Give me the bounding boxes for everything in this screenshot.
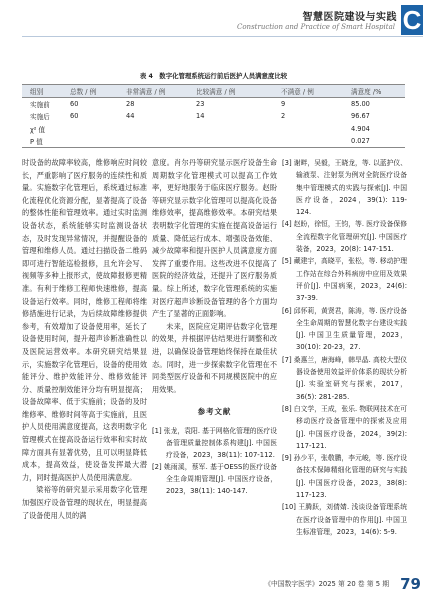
- reference-item: [1] 张龙，袁阳. 基于网格化管理的医疗设备管理质量控制体系构建[J]. 中国医疗设备，2023，38(11): 107-112.: [152, 426, 277, 460]
- table-cell: 4.904: [351, 124, 370, 133]
- table-cell: [70, 123, 126, 135]
- table-cell: 9: [281, 100, 286, 109]
- reference-item: [3] 谢畔，吴毅，王晓龙，等. 以蓝护仪、输液泵、注射泵为例对全院医疗设备集中管理模式的实践与探索[J]. 中国医疗设备，2024，39(1): 119-124.: [282, 159, 407, 217]
- reference-item: [5] 藏建宇，高晓平，张松，等. 移动护理工作站在综合外科病房中应用及效果评价[J]. 中国病案，2023，24(6): 37-39.: [282, 257, 407, 303]
- column-header: 不满意 / 例: [281, 85, 351, 98]
- table-cell: [70, 135, 126, 148]
- reference-item: [4] 赵盼，徐恒，王钧，等. 医疗设备保修全流程数字化管理研究[J]. 中国医疗装备，2023，20(8): 147-151.: [282, 220, 407, 254]
- table-cell: 44: [126, 112, 135, 121]
- table-cell: [281, 135, 351, 148]
- body-paragraph: 时设备的故障率较高，维修响应时间较长，严重影响了医疗服务的连续性和质量。实施数字化管理后，系统通过标准化流程优化资源分配，显著提高了设备的整体性能和管理效率。通过实时监测设备状态，系统能够实时监测设备状态，及时发现异常情况，并提醒设备的管理和维修人员。通过扫描设备二维码即可进行智能巡检报修，且允许会写、视频等多种上报形式，使故障报修更精准。有利于维修工程师快速维修，提高设备运行效率。同时，维修工程师将维修措施进行记录，为后续故障维修提供参考，有效增加了设备使用率，延长了设备使用时间，提升超声诊断准确性以及医院运营效率。本研究研究结果显示，实施数字化管理后，设备的使用效能评分、维护效能评分、维修效能评分、质量控制效能评分均有明显提高；设备故障率、低于实施前；设备的及时维修率、维修时间等高于实施前，且医护人员使用满意度提高，这表明数字化管理模式在提高设备运行效率和实时故障方面具有显著优势，且可以明显降低成本，提高效益，使设备发挥最大潜力，同时提高医护人员使用满意度。: [22, 158, 147, 482]
- table-cell: 14: [196, 112, 205, 121]
- reference-item: [7] 桑惠兰，唐海峰，韩旱晶. 高校大型仪器设备使用效益评价体系的现状分析[J]. 实验室研究与探索，2017，36(5): 281-285.: [282, 355, 407, 401]
- table-cell: [196, 123, 281, 135]
- table-row: [22, 98, 405, 111]
- body-paragraph: 未来，医院应定期评估数字化管理的效果，并根据评估结果进行调整和改进，以确保设备管理始终保持在最佳状态。同时，进一步探索数字化管理在不同类型医疗设备和不同规模医院中的应用效果。: [152, 321, 277, 394]
- table-cell: 实施前: [30, 101, 50, 110]
- reference-item: [9] 孙少平，张敬鹏，李元峻，等. 医疗设备技术保障精细化管理的研究与实践[J]. 中国医疗设备，2023，38(8): 117-123.: [282, 454, 407, 500]
- column-header: 满意度 /%: [351, 85, 405, 98]
- table-cell: [196, 135, 281, 148]
- table-cell: [126, 135, 196, 148]
- column-header: 总数 / 例: [70, 85, 126, 98]
- column-header: 组别: [22, 85, 70, 98]
- table-cell: [281, 123, 351, 135]
- reference-item: [2] 姚雨溪，蔡军. 基于OESS的医疗设备全生命周期管理[J]. 中国医疗设备，2023，38(11): 140-147.: [152, 463, 277, 496]
- reference-item: [8] 白文学，王成，张乐. 物联网技术在可移动医疗设备管理中的探索及应用[J]. 中国医疗设备，2024，39(2): 117-121.: [282, 404, 407, 450]
- body-paragraph: 梁裕等的研究显示采用数字化管理加强医疗设备管理的现状在，明显提高了设备使用人员的满: [22, 485, 147, 520]
- table-cell: 28: [126, 100, 135, 109]
- table-row: [22, 123, 405, 135]
- body-column-2: [152, 157, 277, 497]
- references-heading: 参考文献: [197, 407, 232, 417]
- reference-item: [6] 邱怀莉，黄贤君，陈涛，等. 医疗设备全生命周期的智慧化数字台建设实践[J]. 中国卫生质量管理，2023，30(10): 20-23，27.: [282, 306, 407, 352]
- body-column-3: [282, 157, 407, 538]
- journal-footer: 《中国数字医学》2025 第 20 卷 第 5 期: [264, 580, 389, 588]
- column-header: 比较满意 / 例: [196, 85, 281, 98]
- header-rule: [22, 36, 423, 37]
- table-cell: 0.027: [351, 135, 405, 148]
- journal-section-subtitle: Construction and Practice of Smart Hospital: [236, 23, 395, 31]
- table-cell: χ² 值: [30, 125, 46, 134]
- table-cell: 2: [281, 112, 286, 121]
- table-cell: 实施后: [30, 113, 50, 122]
- table-row: [22, 110, 405, 122]
- table-caption: 表 4 数字化管理系统运行前后医护人员满意度比较: [139, 72, 288, 80]
- table-cell: 60: [70, 112, 79, 121]
- satisfaction-table: [22, 84, 405, 148]
- body-column-1: [22, 157, 147, 522]
- table-cell: 60: [70, 100, 79, 109]
- table-cell: 96.67: [351, 112, 370, 121]
- journal-section-title: 智慧医院建设与实践: [302, 12, 397, 23]
- reference-item: [10] 王腾跃，刘倩婧. 浅谈设备管理系统在医疗设备管理中的作用[J]. 中国卫生标准管理，2023，14(6): 5-9.: [282, 503, 407, 536]
- table-header-row: [22, 85, 405, 98]
- table-cell: 23: [196, 100, 205, 109]
- body-paragraph: 意度。肖尔丹等研究显示医疗设备生命周期数字化管理模式可以提高工作效率，更好地服务于临床医疗服务。赵盼等研究显示数字化管理可以提高化设备维修效率，提高维修效率。本研究结果表明数字化管理的实施在提高设备运行质量、降低运行成本、增强设备效能、减少故障率和提升医护人员满意度方面发挥了重要作用。这些改进不仅提高了医院的经济效益，还提升了医疗服务质量。综上所述，数字化管理系统的实施对医疗超声诊断设备管理的各个方面均产生了显著的正面影响。: [152, 158, 277, 319]
- table-cell: 85.00: [351, 100, 370, 109]
- table-cell: [126, 123, 196, 135]
- section-logo: C: [402, 5, 422, 35]
- page-number: 79: [400, 575, 421, 593]
- table-row: [22, 135, 405, 148]
- column-header: 非常满意 / 例: [126, 85, 196, 98]
- table-cell: P 值: [22, 135, 70, 148]
